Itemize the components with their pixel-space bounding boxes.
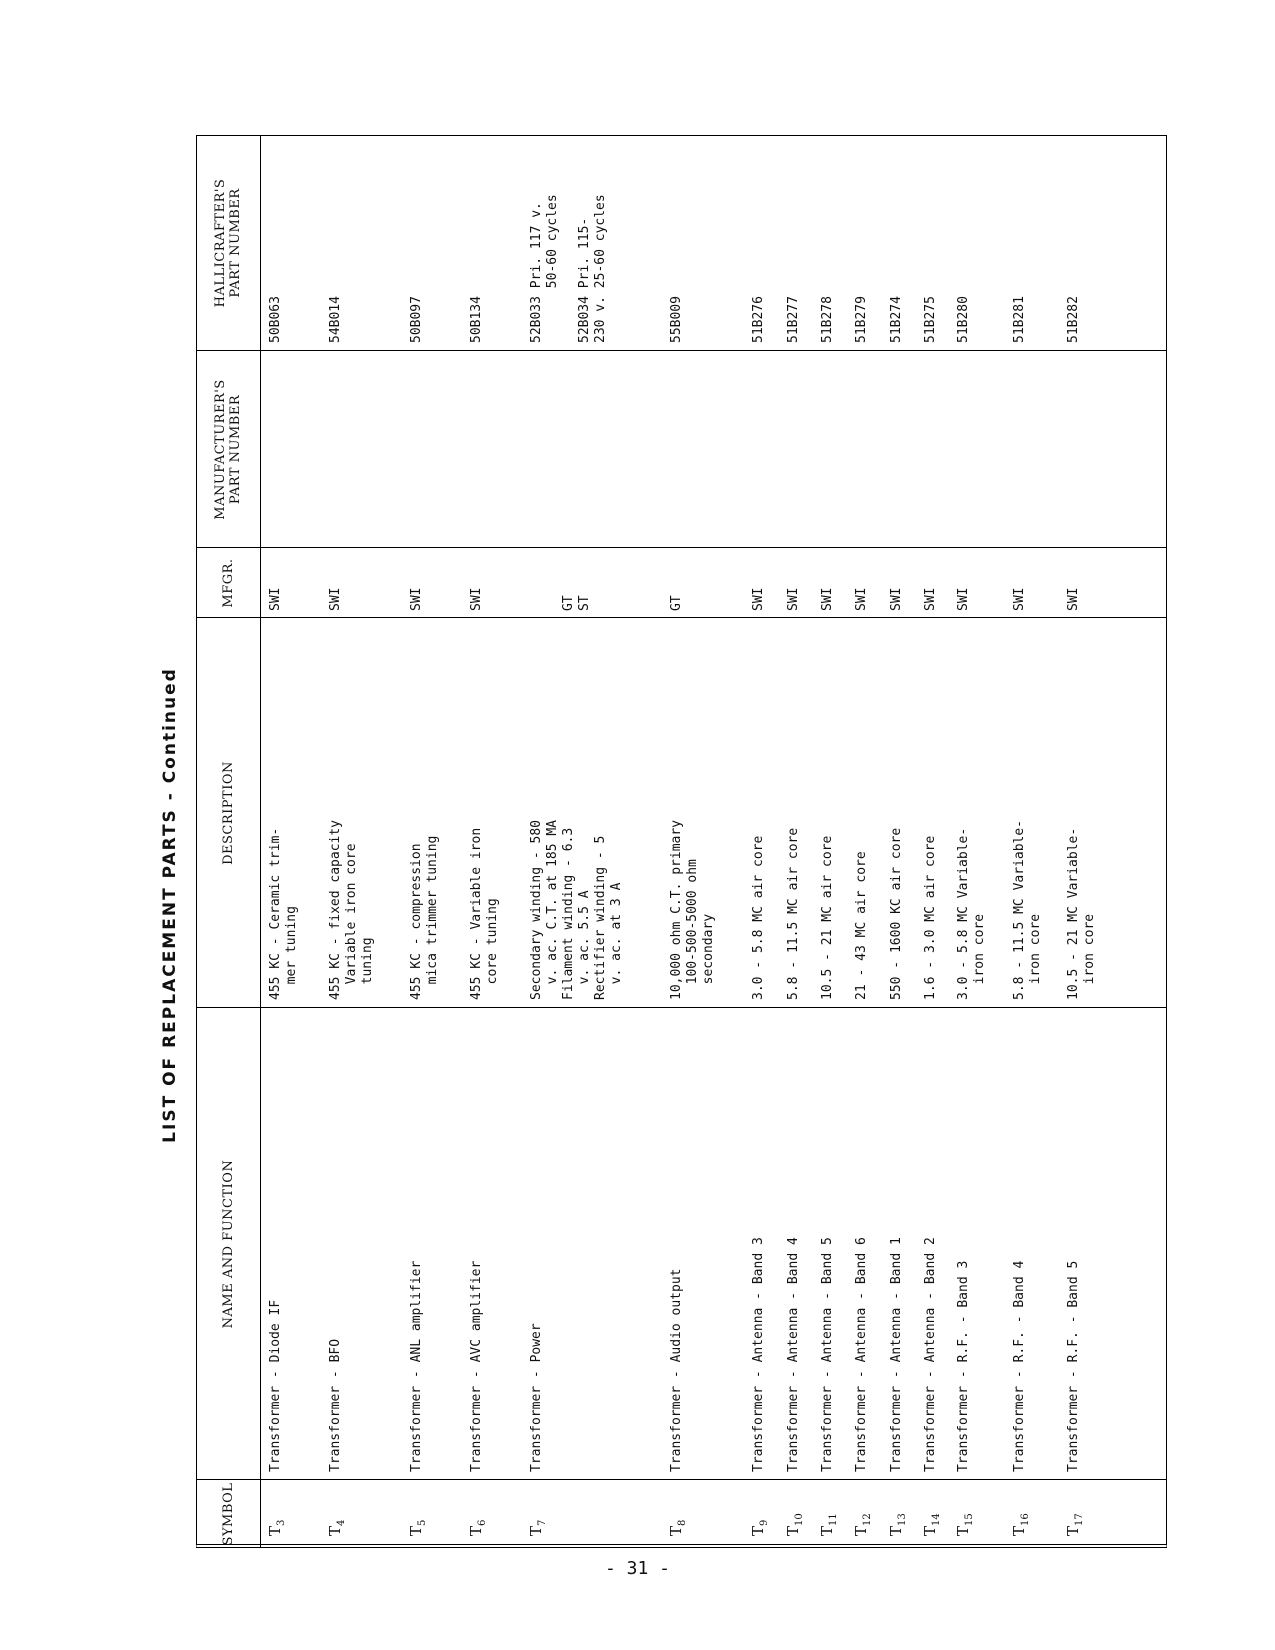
hallicrafter-part-number-cell: 51B275	[923, 296, 938, 343]
hallicrafter-part-number-cell: 52B034 Pri. 115-	[577, 217, 592, 343]
symbol-subscript: 9	[759, 1519, 770, 1526]
hallicrafter-part-number-cell: 51B281	[1012, 296, 1027, 343]
mfgr-cell: SWI	[820, 587, 835, 611]
hallicrafter-part-number-cell: 50B097	[409, 296, 424, 343]
symbol-cell	[1065, 1513, 1088, 1536]
description-line: core tuning	[485, 898, 500, 1000]
description-line: 1.6 - 3.0 MC air core	[923, 835, 938, 1000]
description-line: Secondary winding - 580	[529, 819, 544, 1000]
symbol-subscript: 10	[794, 1513, 805, 1526]
name-and-function-cell: Transformer - R.F. - Band 5	[1066, 1260, 1081, 1472]
symbol-letter: T	[407, 1525, 425, 1536]
description-line: 5.8 - 11.5 MC air core	[786, 827, 801, 1000]
hallicrafter-part-number-cell: 51B278	[820, 296, 835, 343]
symbol-cell	[750, 1520, 773, 1536]
symbol-subscript: 15	[964, 1513, 975, 1526]
mfgr-cell: SWI	[854, 587, 869, 611]
hallicrafter-part-number-cell: 52B033 Pri. 117 v.	[529, 202, 544, 343]
header-rule	[260, 135, 261, 1548]
symbol-letter: T	[1010, 1525, 1028, 1536]
description-line: iron core	[1082, 913, 1097, 1000]
mfgr-cell: SWI	[889, 587, 904, 611]
symbol-letter: T	[667, 1525, 685, 1536]
mfgr-cell: SWI	[1012, 587, 1027, 611]
name-and-function-cell: Transformer - Diode IF	[268, 1299, 283, 1472]
description-line: v. ac. 5.5 A	[577, 890, 592, 1000]
description-line: Rectifier winding - 5	[593, 835, 608, 1000]
symbol-letter: T	[266, 1525, 284, 1536]
description-line: v. ac. at 3 A	[609, 882, 624, 1000]
name-and-function-cell: Transformer - R.F. - Band 3	[956, 1260, 971, 1472]
name-and-function-cell: Transformer - AVC amplifier	[469, 1260, 484, 1472]
symbol-cell	[267, 1520, 290, 1536]
description-line: 10.5 - 21 MC air core	[820, 835, 835, 1000]
description-line: 455 KC - Ceramic trim-	[268, 827, 283, 1000]
description-line: iron core	[972, 913, 987, 1000]
symbol-cell	[327, 1520, 350, 1536]
description-line: 3.0 - 5.8 MC air core	[751, 835, 766, 1000]
hallicrafter-part-number-cell: 50B134	[469, 296, 484, 343]
symbol-letter: T	[784, 1525, 802, 1536]
header-description: DESCRIPTION	[220, 761, 236, 865]
mfgr-cell: SWI	[268, 587, 283, 611]
description-line: Filament winding - 6.3	[561, 827, 576, 1000]
page-title-text: LIST OF REPLACEMENT PARTS - Continued	[160, 667, 180, 1143]
description-line: iron core	[1028, 913, 1043, 1000]
symbol-cell	[785, 1513, 808, 1536]
symbol-letter: T	[467, 1525, 485, 1536]
symbol-letter: T	[921, 1525, 939, 1536]
page-title	[160, 667, 180, 1143]
symbol-cell	[922, 1513, 945, 1536]
hallicrafter-part-number-cell: 55B009	[669, 296, 684, 343]
hallicrafter-part-number-cell: 230 v. 25-60 cycles	[593, 194, 608, 343]
symbol-subscript: 5	[417, 1519, 428, 1526]
hallicrafter-part-number-cell: 51B276	[751, 296, 766, 343]
mfgr-cell: SWI	[786, 587, 801, 611]
hallicrafter-part-number-cell: 51B280	[956, 296, 971, 343]
name-and-function-cell: Transformer - Audio output	[669, 1268, 684, 1472]
symbol-subscript: 12	[862, 1513, 873, 1526]
description-line: 10,000 ohm C.T. primary	[669, 819, 684, 1000]
name-and-function-cell: Transformer - BFO	[328, 1338, 343, 1472]
name-and-function-cell: Transformer - Power	[529, 1323, 544, 1472]
symbol-letter: T	[852, 1525, 870, 1536]
header-mfgr: MFGR.	[220, 558, 236, 608]
name-and-function-cell: Transformer - ANL amplifier	[409, 1260, 424, 1472]
header-manufacturer-part-number: MANUFACTURER'S PART NUMBER	[213, 379, 243, 520]
description-line: 550 - 1600 KC air core	[889, 827, 904, 1000]
column-rule	[196, 1007, 1167, 1008]
hallicrafter-part-number-cell: 51B279	[854, 296, 869, 343]
description-line: tuning	[360, 937, 375, 1000]
parts-table	[196, 133, 1171, 1548]
symbol-subscript: 7	[537, 1519, 548, 1526]
symbol-cell	[668, 1520, 691, 1536]
symbol-letter: T	[749, 1525, 767, 1536]
column-rule	[196, 350, 1167, 351]
mfgr-cell: SWI	[1066, 587, 1081, 611]
name-and-function-cell: Transformer - Antenna - Band 5	[820, 1237, 835, 1472]
symbol-subscript: 16	[1020, 1513, 1031, 1526]
symbol-cell	[408, 1520, 431, 1536]
mfgr-cell: SWI	[469, 587, 484, 611]
mfgr-cell: GT	[561, 595, 576, 611]
symbol-subscript: 3	[276, 1519, 287, 1526]
symbol-cell	[468, 1520, 491, 1536]
symbol-letter: T	[1064, 1525, 1082, 1536]
name-and-function-cell: Transformer - Antenna - Band 2	[923, 1237, 938, 1472]
symbol-letter: T	[326, 1525, 344, 1536]
symbol-subscript: 8	[677, 1519, 688, 1526]
hallicrafter-part-number-cell: 51B282	[1066, 296, 1081, 343]
description-line: 455 KC - Variable iron	[469, 827, 484, 1000]
name-and-function-cell: Transformer - Antenna - Band 4	[786, 1237, 801, 1472]
hallicrafter-part-number-cell: 54B014	[328, 296, 343, 343]
mfgr-cell: SWI	[409, 587, 424, 611]
hallicrafter-part-number-cell: 50-60 cycles	[545, 194, 560, 343]
header-hallicrafter-part-number: HALLICRAFTER'S PART NUMBER	[213, 178, 243, 308]
page-number: - 31 -	[604, 1558, 671, 1579]
column-rule	[196, 1479, 1167, 1480]
symbol-letter: T	[887, 1525, 905, 1536]
symbol-letter: T	[818, 1525, 836, 1536]
symbol-letter: T	[954, 1525, 972, 1536]
column-rule	[196, 617, 1167, 618]
description-line: 10.5 - 21 MC Variable-	[1066, 827, 1081, 1000]
column-rule	[196, 547, 1167, 548]
description-line: Variable iron core	[344, 843, 359, 1000]
symbol-cell	[955, 1513, 978, 1536]
mfgr-cell: ST	[577, 595, 592, 611]
name-and-function-cell: Transformer - Antenna - Band 1	[889, 1237, 904, 1472]
hallicrafter-part-number-cell: 51B274	[889, 296, 904, 343]
symbol-subscript: 14	[931, 1513, 942, 1526]
hallicrafter-part-number-cell: 51B277	[786, 296, 801, 343]
symbol-cell	[853, 1513, 876, 1536]
symbol-letter: T	[527, 1525, 545, 1536]
name-and-function-cell: Transformer - Antenna - Band 3	[751, 1237, 766, 1472]
name-and-function-cell: Transformer - R.F. - Band 4	[1012, 1260, 1027, 1472]
symbol-subscript: 17	[1074, 1513, 1085, 1526]
symbol-cell	[528, 1520, 551, 1536]
symbol-subscript: 4	[336, 1519, 347, 1526]
description-line: secondary	[701, 913, 716, 1000]
description-line: v. ac. C.T. at 185 MA	[545, 819, 560, 1000]
description-line: mer tuning	[284, 906, 299, 1000]
mfgr-cell: SWI	[751, 587, 766, 611]
mfgr-cell: SWI	[923, 587, 938, 611]
description-line: 100-500-5000 ohm	[685, 859, 700, 1000]
header-name-and-function: NAME AND FUNCTION	[220, 1159, 236, 1329]
description-line: 5.8 - 11.5 MC Variable-	[1012, 819, 1027, 1000]
hallicrafter-part-number-cell: 50B063	[268, 296, 283, 343]
symbol-subscript: 11	[828, 1513, 839, 1526]
name-and-function-cell: Transformer - Antenna - Band 6	[854, 1237, 869, 1472]
description-line: mica trimmer tuning	[425, 835, 440, 1000]
description-line: 3.0 - 5.8 MC Variable-	[956, 827, 971, 1000]
mfgr-cell: SWI	[328, 587, 343, 611]
mfgr-cell: GT	[669, 595, 684, 611]
symbol-subscript: 13	[897, 1513, 908, 1526]
symbol-subscript: 6	[477, 1519, 488, 1526]
description-line: 455 KC - compression	[409, 843, 424, 1000]
symbol-cell	[1011, 1513, 1034, 1536]
mfgr-cell: SWI	[956, 587, 971, 611]
symbol-cell	[888, 1513, 911, 1536]
parts-table-wrapper	[196, 133, 1171, 1548]
symbol-cell	[819, 1513, 842, 1536]
description-line: 455 KC - fixed capacity	[328, 819, 343, 1000]
header-symbol: SYMBOL	[220, 1482, 236, 1546]
description-line: 21 - 43 MC air core	[854, 851, 869, 1000]
